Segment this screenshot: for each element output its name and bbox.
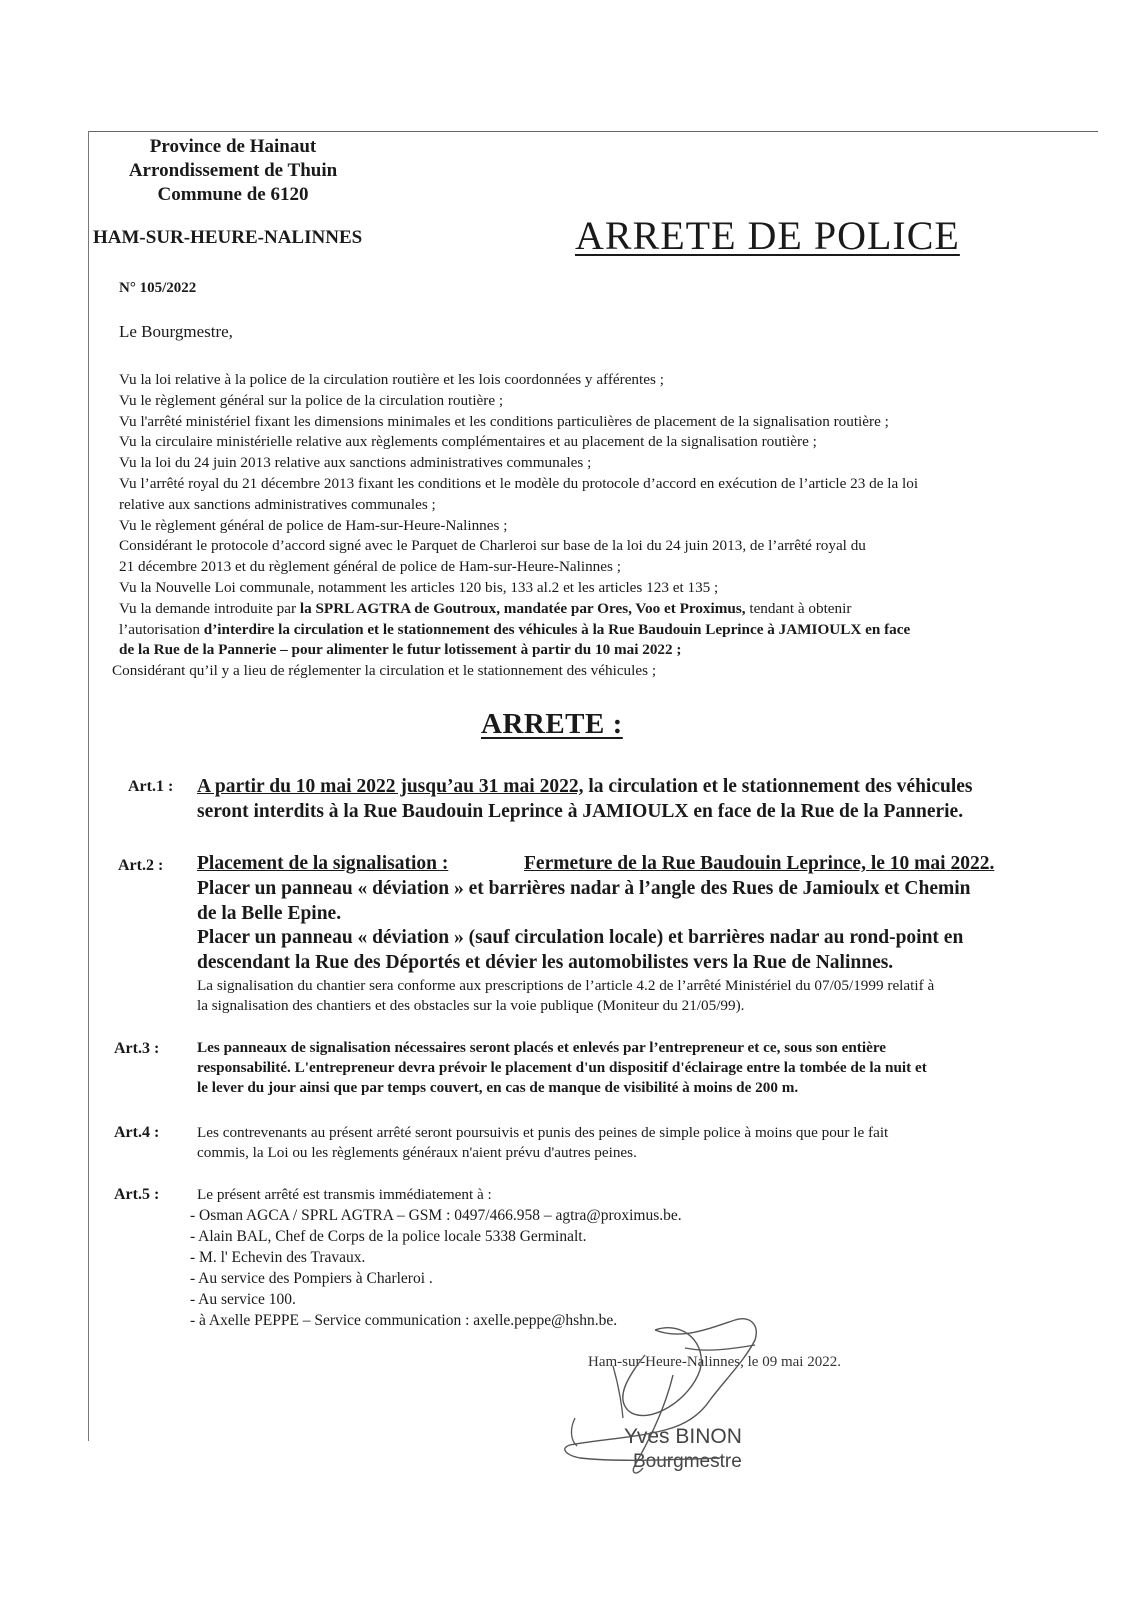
- article-1-body: A partir du 10 mai 2022 jusqu’au 31 mai 2022, la circulation et le stationnement des véhicules seront interdits à la Rue Baudouin Leprince à JAMIOULX en face de la Rue de la Pannerie.: [197, 776, 973, 822]
- recipient-item: - M. l' Echevin des Travaux.: [190, 1249, 366, 1266]
- considerations-list: [119, 370, 918, 661]
- frame-top-line: [88, 131, 1098, 132]
- article-1-label: Art.1 :: [128, 778, 174, 795]
- document-title: ARRETE DE POLICE: [575, 213, 960, 258]
- signature-place-date: Ham-sur-Heure-Nalinnes, le 09 mai 2022.: [588, 1354, 841, 1370]
- consideration-line: Vu la Nouvelle Loi communale, notamment les articles 120 bis, 133 al.2 et les articles 123 et 135 ;: [119, 578, 719, 596]
- recipient-item: - Au service 100.: [190, 1291, 296, 1308]
- article-4-body: Les contrevenants au présent arrêté seront poursuivis et punis des peines de simple police à moins que pour le fait commis, la Loi ou les règlements généraux n'aient prévu d'autres peines.: [197, 1124, 889, 1161]
- recipient-item: - Au service des Pompiers à Charleroi .: [190, 1270, 433, 1287]
- arrondissement-line: Arrondissement de Thuin: [128, 160, 338, 181]
- consideration-line: Vu la loi relative à la police de la circulation routière et les lois coordonnées y afférentes ;: [119, 371, 664, 388]
- article-5-intro: Le présent arrêté est transmis immédiatement à :: [197, 1186, 492, 1203]
- article-3-label: Art.3 :: [114, 1040, 160, 1057]
- considering-line: Considérant qu’il y a lieu de réglementer la circulation et le stationnement des véhicules ;: [112, 662, 657, 679]
- consideration-line: Vu l'arrêté ministériel fixant les dimensions minimales et les conditions particulières de placement de la signalisation routière ;: [119, 412, 889, 430]
- consideration-line: Vu le règlement général sur la police de la circulation routière ;: [119, 391, 504, 409]
- recipient-item: - à Axelle PEPPE – Service communication : axelle.peppe@hshn.be.: [190, 1312, 618, 1329]
- request-line: l’autorisation d’interdire la circulation et le stationnement des véhicules à la Rue Baudouin Leprince à JAMIOULX en face: [119, 620, 911, 638]
- consideration-line: 21 décembre 2013 et du règlement général de police de Ham-sur-Heure-Nalinnes ;: [119, 558, 621, 576]
- request-line: Vu la demande introduite par la SPRL AGTRA de Goutroux, mandatée par Ores, Voo et Proximus, tendant à obtenir: [119, 599, 852, 617]
- request-line: de la Rue de la Pannerie – pour alimenter le futur lotissement à partir du 10 mai 2022 ;: [119, 641, 682, 659]
- article-4-label: Art.4 :: [114, 1124, 160, 1141]
- article-2-placement: Placement de la signalisation :: [197, 853, 449, 874]
- article-2-note: La signalisation du chantier sera conforme aux prescriptions de l’article 4.2 de l’arrêté Ministériel du 07/05/1999 relatif à la signalisation des chantiers et des obstacles sur la voie publique (Moniteur du 21/05/99).: [197, 977, 935, 1014]
- consideration-line: Considérant le protocole d’accord signé avec le Parquet de Charleroi sur base de la loi du 24 juin 2013, de l’arrêté royal du: [119, 537, 866, 555]
- province-line: Province de Hainaut: [149, 136, 317, 157]
- arrete-heading: ARRETE :: [481, 708, 623, 740]
- municipality-name: HAM-SUR-HEURE-NALINNES: [93, 227, 363, 248]
- recipient-item: - Osman AGCA / SPRL AGTRA – GSM : 0497/466.958 – agtra@proximus.be.: [190, 1207, 682, 1224]
- mayor-intro: Le Bourgmestre,: [119, 322, 233, 341]
- article-2-body: Placer un panneau « déviation » et barrières nadar à l’angle des Rues de Jamioulx et Chemin de la Belle Epine. Placer un panneau « déviation » (sauf circulation locale) et barrières nadar au rond-point en descendant la Rue des Déportés et dévier les automobilistes vers la Rue de Nalinnes.: [197, 878, 971, 973]
- requester-name: la SPRL AGTRA de Goutroux, mandatée par Ores, Voo et Proximus,: [299, 599, 746, 617]
- signatory-role: Bourgmestre: [633, 1451, 742, 1472]
- article-2-closure: Fermeture de la Rue Baudouin Leprince, le 10 mai 2022.: [524, 853, 995, 874]
- recipient-item: - Alain BAL, Chef de Corps de la police locale 5338 Germinalt.: [190, 1228, 587, 1245]
- commune-line: Commune de 6120: [157, 184, 309, 205]
- frame-left-line: [88, 131, 89, 1441]
- article-5-label: Art.5 :: [114, 1186, 160, 1203]
- consideration-line: relative aux sanctions administratives communales ;: [119, 495, 436, 513]
- signatory-name: Yves BINON: [624, 1425, 742, 1448]
- handwritten-signature: [555, 1300, 795, 1490]
- article-2-label: Art.2 :: [118, 857, 164, 874]
- article-3-body: Les panneaux de signalisation nécessaires seront placés et enlevés par l’entrepreneur et ce, sous son entière responsabilité. L'entrepreneur devra prévoir le placement d'un dispositif d'éclairage entre la tombée de la nuit et le lever du jour ainsi que par temps couvert, en cas de manque de visibilité à moins de 200 m.: [197, 1039, 927, 1096]
- consideration-line: Vu la loi du 24 juin 2013 relative aux sanctions administratives communales ;: [119, 454, 592, 472]
- consideration-line: Vu la circulaire ministérielle relative aux règlements complémentaires et au placement de la signalisation routière ;: [119, 433, 817, 451]
- consideration-line: Vu l’arrêté royal du 21 décembre 2013 fixant les conditions et le modèle du protocole d’accord en exécution de l’article 23 de la loi: [119, 474, 919, 492]
- decree-number: N° 105/2022: [119, 280, 197, 296]
- consideration-line: Vu le règlement général de police de Ham-sur-Heure-Nalinnes ;: [119, 516, 508, 534]
